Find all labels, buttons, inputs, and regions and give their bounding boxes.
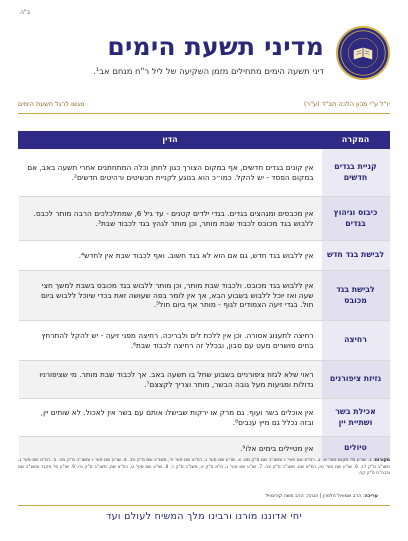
row-rule: אין קונים בגדים חדשים, אף במקום הצורך כגון לחתן וכלה המתחתנים אחרי תשעה באב, אם במקום הפסד - יש להקל. כמו״כ הוא בנוגע לקניית תכשיטים ורהיטים חדשים². (19, 149, 322, 197)
book-seal-icon (338, 26, 388, 80)
footnotes: מקורות: 1. שו"ע סי' תקנא סעי' א. 2. רמ"א שם סעי' ז ומשנ"ב שם ס"ק מט. 3. שו"ע שם סעי' ג, רמ"א שם סעי' יד, משנ"ב שם ס"ק פב. 4. שו"ע שם סעי' ו ומשנ"ב ס"ק מה. 5. רמ"א שם סעי' ג, משנ"ב ס"ק לב. 6. שו"ע שם סעי' טז, רמ"א שם, משנ"ב ס"ק צה. 7. שו"ע שם סעי' ג, מ"א ס"ק יג, משנ"ב ס"ק כ. 8. שו"ע שם סעי' ט, רמ"א שם, משנ"ב ס"ק נח. 9. שו"ע סי' תקנד ומשנ"ב שם ובכה"ח ס"ק קח. (18, 458, 390, 477)
table-row (19, 197, 390, 241)
page-title: מדיני תשעת הימים (107, 32, 324, 61)
table-row (19, 399, 390, 437)
row-category: לבישת בגד מכובס (322, 271, 390, 321)
closing-line: יחי אדוננו מורנו ורבינו מלך המשיח לעולם ועד (106, 511, 302, 522)
row-category: רחיצה (322, 321, 390, 361)
table-row (19, 437, 390, 461)
row-rule: ראוי שלא לגזוז ציפורניים בשבוע שחל בו תשעה באב. אך לכבוד שבת מותר. מי שציפורניו גדולות ומגיעות מעל גובה הבשר, מותר וצריך לקצצם⁷. (19, 361, 322, 399)
page-subtitle: דיני תשעה הימים מתחילים מזמן השקיעה של ליל ר"ח מנחם אב¹. (93, 66, 324, 76)
table-header-row (19, 132, 390, 149)
table-row (19, 149, 390, 197)
occasion-note: מגשו לרגל תשעת הימים (18, 100, 85, 108)
editing-label: עריכה (364, 494, 378, 499)
table-row (19, 271, 390, 321)
info-bar (18, 96, 390, 114)
page-tag: ב"ה (20, 9, 31, 16)
publisher-credit: יו"ל ע"י מכון הלכה חב"ד (ע"ר) (303, 100, 390, 108)
row-rule: אין מטיילים בימים אלו⁹. (19, 437, 322, 461)
row-rule: אין ללבוש בגד מכובס. ולכבוד שבת מותר, וכן מותר ללבוש בגד מכובס בשבת למשך חצי שעה ואז יוכל ללבוש בשבוע הבא, אך אין לומר בפה שעושה זאת בכדי שיוכל ללבוש ביום חול. בגדי זיעה הצמודים לגוף - מותר אף ביום חול⁵. (19, 271, 322, 321)
table-row (19, 241, 390, 271)
row-rule: אין מכבסים ומגהצים בגדים. בגדי ילדים קטנים - עד גיל 6, שמתלכלכים הרבה מותר לכבס. ללבוש בגד מכובס לכבוד שבת מותר, וכן מותר לגהץ בגד לכבוד שבת³. (19, 197, 322, 241)
row-category: קניית בגדים חדשים (322, 149, 390, 197)
row-rule: רחיצה לתענוג אסורה. וכן אין ללכת לים ולבריכה. רחיצה מפני זיעה - יש להקל להתרחץ בחים פושרים מעט עם סבון, ובכלל זה רחיצה לכבוד שבת⁶. (19, 321, 322, 361)
footnotes-text: 1. שו"ע סי' תקנא סעי' א. 2. רמ"א שם סעי' ז ומשנ"ב שם ס"ק מט. 3. שו"ע שם סעי' ג, רמ"א שם סעי' יד, משנ"ב שם ס"ק פב. 4. שו"ע שם סעי' ו ומשנ"ב ס"ק מה. 5. רמ"א שם סעי' ג, משנ"ב ס"ק לב. 6. שו"ע שם סעי' טז, רמ"א שם, משנ"ב ס"ק צה. 7. שו"ע שם סעי' ג, מ"א ס"ק יג, משנ"ב ס"ק כ. 8. שו"ע שם סעי' ט, רמ"א שם, משנ"ב ס"ק נח. 9. שו"ע סי' תקנד ומשנ"ב שם ובכה"ח ס"ק קח. (18, 458, 390, 477)
footnotes-label: מקורות (374, 458, 390, 463)
institute-logo (336, 26, 390, 80)
row-category: טיולים (322, 437, 390, 461)
row-rule: אין אוכלים בשר ועוף. גם מרק או ירקות שבישלו אותם עם בשר אין לאכול. לא שותים יין, ובזה נכלל גם מיץ ענבים⁸. (19, 399, 322, 437)
header-category: המקרה (322, 132, 390, 149)
divider (18, 505, 390, 506)
editing-credit: עריכה: הרב שמואל הלפרן | הגהה: הרב משה קורצוויל (265, 494, 378, 499)
row-category: לבישת בגד חדש (322, 241, 390, 271)
row-category: כיבוס וגיהוץ בגדים (322, 197, 390, 241)
header (18, 26, 390, 86)
header-rule: הדין (19, 132, 322, 149)
table-row (19, 361, 390, 399)
table-row (19, 321, 390, 361)
laws-table (18, 131, 390, 461)
row-category: גזיזת ציפורנים (322, 361, 390, 399)
editing-text: הרב שמואל הלפרן | הגהה: הרב משה קורצוויל (265, 494, 362, 499)
row-rule: אין ללבוש בגד חדש, גם אם הוא לא בגד חשוב. ואף לכבוד שבת אין לחדש⁴. (19, 241, 322, 271)
row-category: אכילת בשר ושתיית יין (322, 399, 390, 437)
